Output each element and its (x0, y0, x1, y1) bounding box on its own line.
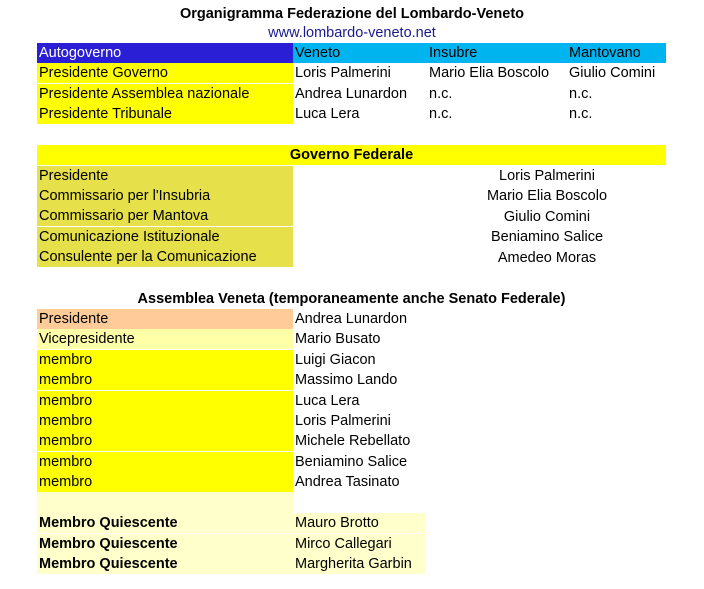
table-cell: Loris Palmerini (295, 65, 391, 81)
role-label: membro (37, 391, 293, 411)
table-cell: n.c. (429, 106, 453, 122)
section-title-assemblea: Assemblea Veneta (temporaneamente anche Senato Federale) (137, 291, 566, 307)
table-cell: Loris Palmerini (499, 168, 595, 184)
table-cell: Loris Palmerini (295, 413, 391, 429)
table-cell: Mirco Callegari (293, 534, 425, 554)
table-cell: Beniamino Salice (490, 229, 604, 245)
role-label: Presidente Assemblea nazionale (37, 84, 293, 104)
table-cell: n.c. (569, 86, 593, 102)
table-cell: Mauro Brotto (293, 513, 425, 533)
column-header-insubre: Insubre (427, 43, 567, 63)
table-cell: Giulio Comini (503, 209, 591, 225)
role-label: membro (37, 472, 293, 492)
table-cell: Giulio Comini (569, 65, 656, 81)
role-label: Vicepresidente (37, 329, 293, 349)
role-label: Presidente (37, 166, 293, 186)
role-label: Presidente Governo (37, 63, 293, 83)
table-cell: Luca Lera (295, 106, 360, 122)
role-label: Presidente Tribunale (37, 104, 293, 124)
table-cell: Andrea Lunardon (295, 311, 408, 327)
role-label: Membro Quiescente (37, 534, 293, 554)
spacer-row (37, 492, 293, 513)
column-header-mantovano: Mantovano (567, 43, 666, 63)
table-cell: Massimo Lando (295, 372, 398, 388)
role-label: membro (37, 431, 293, 451)
page-title: Organigramma Federazione del Lombardo-Veneto (179, 6, 525, 22)
role-label: Comunicazione Istituzionale (37, 227, 293, 247)
table-cell: Mario Elia Boscolo (486, 188, 608, 204)
table-cell: Andrea Lunardon (295, 86, 408, 102)
table-cell: Luca Lera (295, 393, 360, 409)
column-header-veneto: Veneto (293, 43, 427, 63)
role-label: membro (37, 350, 293, 370)
role-label: Consulente per la Comunicazione (37, 247, 293, 267)
role-label: membro (37, 411, 293, 431)
table-cell: Andrea Tasinato (295, 474, 400, 490)
table-cell: n.c. (569, 106, 593, 122)
role-label: Membro Quiescente (37, 513, 293, 533)
section-title-governo: Governo Federale (37, 145, 666, 165)
role-label: Commissario per Mantova (37, 206, 293, 226)
table-cell: Luigi Giacon (295, 352, 376, 368)
table-cell: Margherita Garbin (293, 554, 425, 574)
table-cell: Mario Busato (295, 331, 381, 347)
table-cell: n.c. (429, 86, 453, 102)
role-label: Commissario per l'Insubria (37, 186, 293, 206)
column-header-autogoverno: Autogoverno (37, 43, 293, 63)
table-cell: Mario Elia Boscolo (429, 65, 550, 81)
table-cell: Michele Rebellato (295, 433, 411, 449)
table-cell: Beniamino Salice (295, 454, 408, 470)
table-cell: Amedeo Moras (497, 250, 597, 266)
website-link[interactable]: www.lombardo-veneto.net (268, 25, 436, 41)
role-label: membro (37, 370, 293, 390)
role-label: Presidente (37, 309, 293, 329)
role-label: Membro Quiescente (37, 554, 293, 574)
role-label: membro (37, 452, 293, 472)
